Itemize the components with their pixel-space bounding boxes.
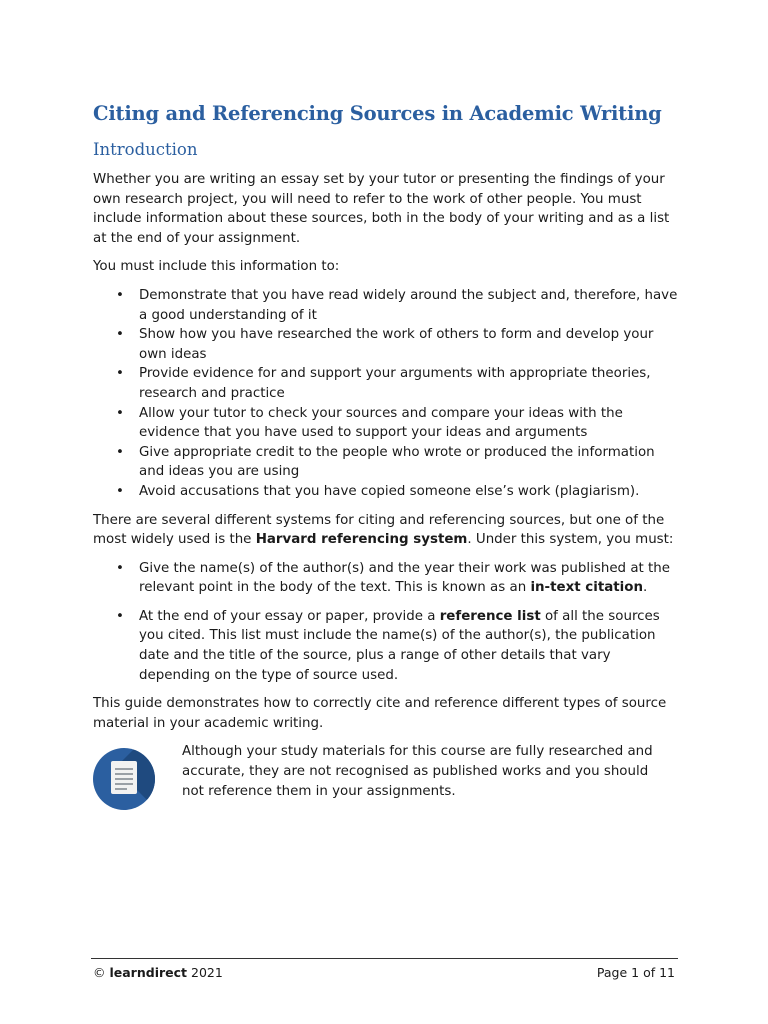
document-title: Citing and Referencing Sources in Academic Writing — [93, 102, 662, 125]
list-item: • Provide evidence for and support your arguments with appropriate theories, research and practice — [139, 364, 678, 403]
list-item: • Give the name(s) of the author(s) and the year their work was published at the relevant point in the body of the text. This is known as an in-text citation. — [139, 559, 678, 598]
list-item: • Avoid accusations that you have copied someone else’s work (plagiarism). — [139, 482, 678, 502]
page-number: Page 1 of 11 — [596, 965, 675, 980]
reasons-list — [93, 286, 678, 502]
note-callout — [93, 742, 678, 802]
note-text: Although your study materials for this course are fully researched and accurate, they are not recognised as published works and you should not reference them in your assignments. — [182, 744, 653, 799]
footer-divider — [91, 958, 678, 959]
harvard-term: Harvard referencing system — [255, 532, 468, 548]
harvard-paragraph: There are several different systems for citing and referencing sources, but one of the most widely used is the Harvard referencing system. Under this system, you must: — [93, 512, 674, 548]
list-intro-paragraph: You must include this information to: — [93, 259, 340, 275]
harvard-rules-list — [93, 559, 678, 686]
in-text-citation-term: in-text citation — [530, 580, 643, 596]
document-icon — [93, 748, 155, 810]
intro-paragraph: Whether you are writing an essay set by your tutor or presenting the findings of your own research project, you will need to refer to the work of other people. You must include information about these sources, both in the body of your writing and as a list at the end of your assignment. — [93, 172, 670, 246]
reference-list-term: reference list — [439, 608, 541, 624]
list-item: • Demonstrate that you have read widely around the subject and, therefore, have a good understanding of it — [139, 286, 678, 325]
list-item: • Allow your tutor to check your sources and compare your ideas with the evidence that you have used to support your ideas and arguments — [139, 404, 678, 443]
list-item: • Show how you have researched the work of others to form and develop your own ideas — [139, 325, 678, 364]
footer-copyright: © learndirect 2021 — [93, 965, 223, 980]
document-body — [93, 170, 678, 802]
list-item: • At the end of your essay or paper, provide a reference list of all the sources you cited. This list must include the name(s) of the author(s), the publication date and the title of the source, plus a range of other details that vary depending on the type of source used. — [139, 607, 678, 685]
brand-name: learndirect — [109, 965, 188, 980]
page-footer — [93, 965, 675, 980]
list-item: • Give appropriate credit to the people who wrote or produced the information and ideas you are using — [139, 443, 678, 482]
section-heading-introduction: Introduction — [93, 140, 198, 159]
guide-paragraph: This guide demonstrates how to correctly cite and reference different types of source material in your academic writing. — [93, 696, 667, 731]
